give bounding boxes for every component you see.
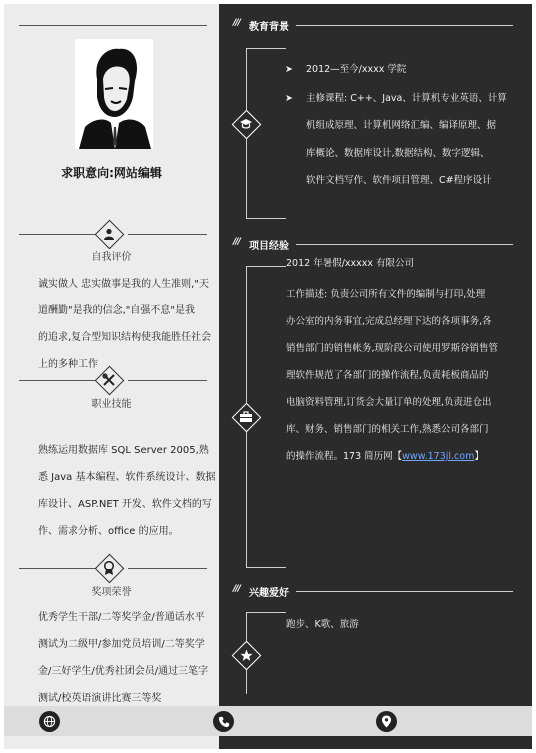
experience-line-5: 电脑资料管理,订货会大量订单的处理,负责进仓出 [286, 397, 492, 408]
experience-line-6: 库、财务、销售部门的相关工作,熟悉公司各部门 [286, 424, 489, 435]
education-title-line [296, 25, 513, 26]
contact-bar [4, 706, 532, 736]
resume-page [4, 4, 532, 749]
awards-divider-right [128, 568, 207, 569]
experience-line-2: 办公室的内务事宜,完成总经理下达的各项事务,各 [286, 316, 492, 327]
self-eval-title: 自我评价 [91, 252, 132, 263]
education-bullet-2-marker: ➤ [285, 93, 293, 104]
education-bracket-bottom [246, 218, 286, 219]
resume-site-link[interactable]: www.173jl.com [402, 451, 475, 462]
hobbies-title-line [296, 591, 513, 592]
skills-divider-right [128, 380, 207, 381]
awards-line-2: 测试为二级甲/参加党员培训/二等奖学 [38, 639, 205, 650]
skills-line-4: 作、需求分析、office 的应用。 [38, 526, 179, 537]
awards-line-4: 测试/校英语演讲比赛三等奖 [38, 693, 162, 704]
education-title: 教育背景 [249, 22, 289, 33]
education-bracket-top [246, 48, 286, 49]
hobbies-title: 兴趣爱好 [249, 588, 289, 599]
experience-line-7-text: 的操作流程。173 简历网【 [286, 451, 403, 462]
self-eval-divider-left [19, 234, 99, 235]
tools-icon [94, 365, 124, 395]
experience-title: 项目经验 [249, 241, 289, 252]
awards-divider-left [19, 568, 99, 569]
education-course-line-4: 软件文档写作、软件项目管理、C#程序设计 [306, 175, 492, 186]
experience-title-line [296, 244, 513, 245]
skills-title: 职业技能 [91, 399, 132, 410]
avatar [75, 39, 153, 149]
skills-divider-left [19, 380, 99, 381]
experience-bracket-bottom [246, 567, 286, 568]
experience-line-1: 工作描述: 负责公司所有文件的编制与打印,处理 [286, 289, 486, 300]
skills-line-1: 熟练运用数据库 SQL Server 2005,熟 [38, 445, 209, 456]
award-icon [94, 553, 124, 583]
awards-line-3: 金/三好学生/优秀社团会员/通过三笔字 [38, 666, 209, 677]
skills-line-3: 库设计、ASP.NET 开发、软件文档的写 [38, 499, 212, 510]
hobbies-mark: /// [233, 584, 240, 594]
education-bullet-1-marker: ➤ [285, 64, 293, 75]
self-eval-line-2: 道酬勤"是我的信念,"自强不息"是我 [38, 305, 195, 316]
experience-mark: /// [233, 237, 240, 247]
education-course-line-1: 主修课程: C++、Java、计算机专业英语、计算 [306, 93, 507, 104]
education-course-line-3: 库概论、数据库设计,数据结构、数字逻辑、 [306, 148, 490, 159]
awards-line-1: 优秀学生干部/二等奖学金/普通话水平 [38, 612, 205, 623]
job-intent: 求职意向:网站编辑 [61, 166, 162, 180]
self-eval-line-4: 上的多种工作 [38, 359, 98, 370]
location-icon[interactable] [376, 711, 397, 732]
experience-line-4: 理软件规范了各部门的操作流程,负责耗板商品的 [286, 370, 489, 381]
hobbies-text: 跑步、K歌、旅游 [286, 619, 359, 630]
graduation-icon [231, 109, 261, 139]
person-icon [94, 219, 124, 249]
briefcase-icon [231, 402, 261, 432]
awards-title: 奖项荣誉 [91, 587, 132, 598]
phone-icon[interactable] [213, 711, 234, 732]
experience-line-7-suffix: 】 [474, 451, 484, 462]
experience-bracket-top [246, 266, 286, 267]
contact-bar-footer [219, 736, 532, 749]
education-bullet-1: 2012—至今/xxxx 学院 [306, 64, 407, 75]
self-eval-divider-right [128, 234, 207, 235]
self-eval-line-3: 的追求,复合型知识结构使我能胜任社会 [38, 332, 212, 343]
experience-header: 2012 年暑假/xxxxx 有限公司 [286, 258, 415, 269]
hobbies-bracket-top [246, 612, 286, 613]
education-course-line-2: 机组成原理、计算机网络汇编、编译原理、据 [306, 120, 497, 131]
left-top-divider [19, 25, 207, 26]
self-eval-line-1: 诚实做人 忠实做事是我的人生准则,"天 [38, 279, 209, 290]
star-icon [231, 640, 261, 670]
globe-icon[interactable] [39, 711, 60, 732]
experience-line-7 [286, 444, 484, 471]
experience-line-3: 销售部门的销售帐务,现阶段公司使用罗斯谷销售管 [286, 343, 499, 354]
education-mark: /// [233, 18, 240, 28]
skills-line-2: 悉 Java 基本编程、软件系统设计、数据 [38, 472, 216, 483]
